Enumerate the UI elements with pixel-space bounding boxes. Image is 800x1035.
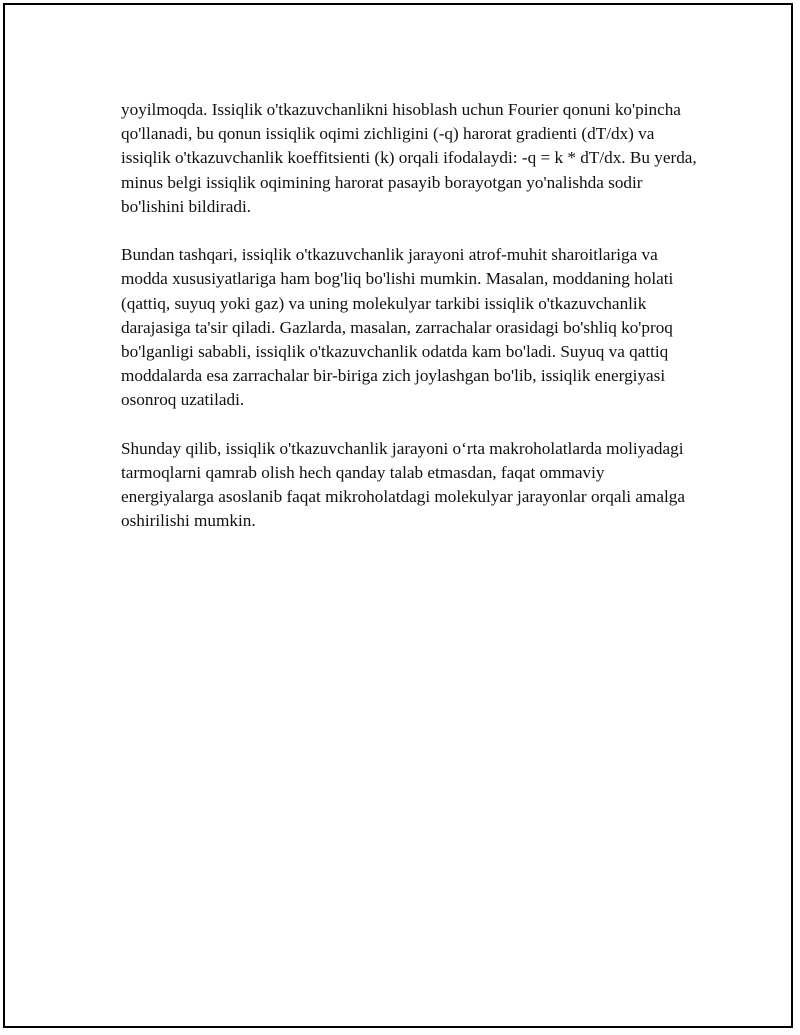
paragraph-1: yoyilmoqda. Issiqlik o'tkazuvchanlikni hisoblash uchun Fourier qonuni ko'pincha qo'llanadi, bu qonun issiqlik oqimi zichligini (-q) harorat gradienti (dT/dx) va issiqlik o'tkazuvchanlik koeffitsienti (k) orqali ifodalaydi: -q = k * dT/dx. Bu yerda, minus belgi issiqlik oqimining harorat pasayib borayotgan yo'nalishda sodir bo'lishini bildiradi. xyxy=(121,100,697,216)
paragraph-3: Shunday qilib, issiqlik o'tkazuvchanlik jarayoni o‘rta makroholatlarda moliyadagi tarmoqlarni qamrab olish hech qanday talab etmasdan, faqat ommaviy energiyalarga asoslanib faqat mikroholatdagi molekulyar jarayonlar orqali amalga oshirilishi mumkin. xyxy=(121,438,685,531)
paragraph-2: Bundan tashqari, issiqlik o'tkazuvchanlik jarayoni atrof-muhit sharoitlariga va modda xususiyatlariga ham bog'liq bo'lishi mumkin. Masalan, moddaning holati (qattiq, suyuq yoki gaz) va uning molekulyar tarkibi issiqlik o'tkazuvchanlik darajasiga ta'sir qiladi. Gazlarda, masalan, zarrachalar orasidagi bo'shliq ko'proq bo'lganligi sababli, issiqlik o'tkazuvchanlik odatda kam bo'ladi. Suyuq va qattiq moddalarda esa zarrachalar bir-biriga zich joylashgan bo'lib, issiqlik energiyasi osonroq uzatiladi. xyxy=(121,245,674,410)
document-body xyxy=(121,98,701,558)
document-page xyxy=(3,3,793,1028)
